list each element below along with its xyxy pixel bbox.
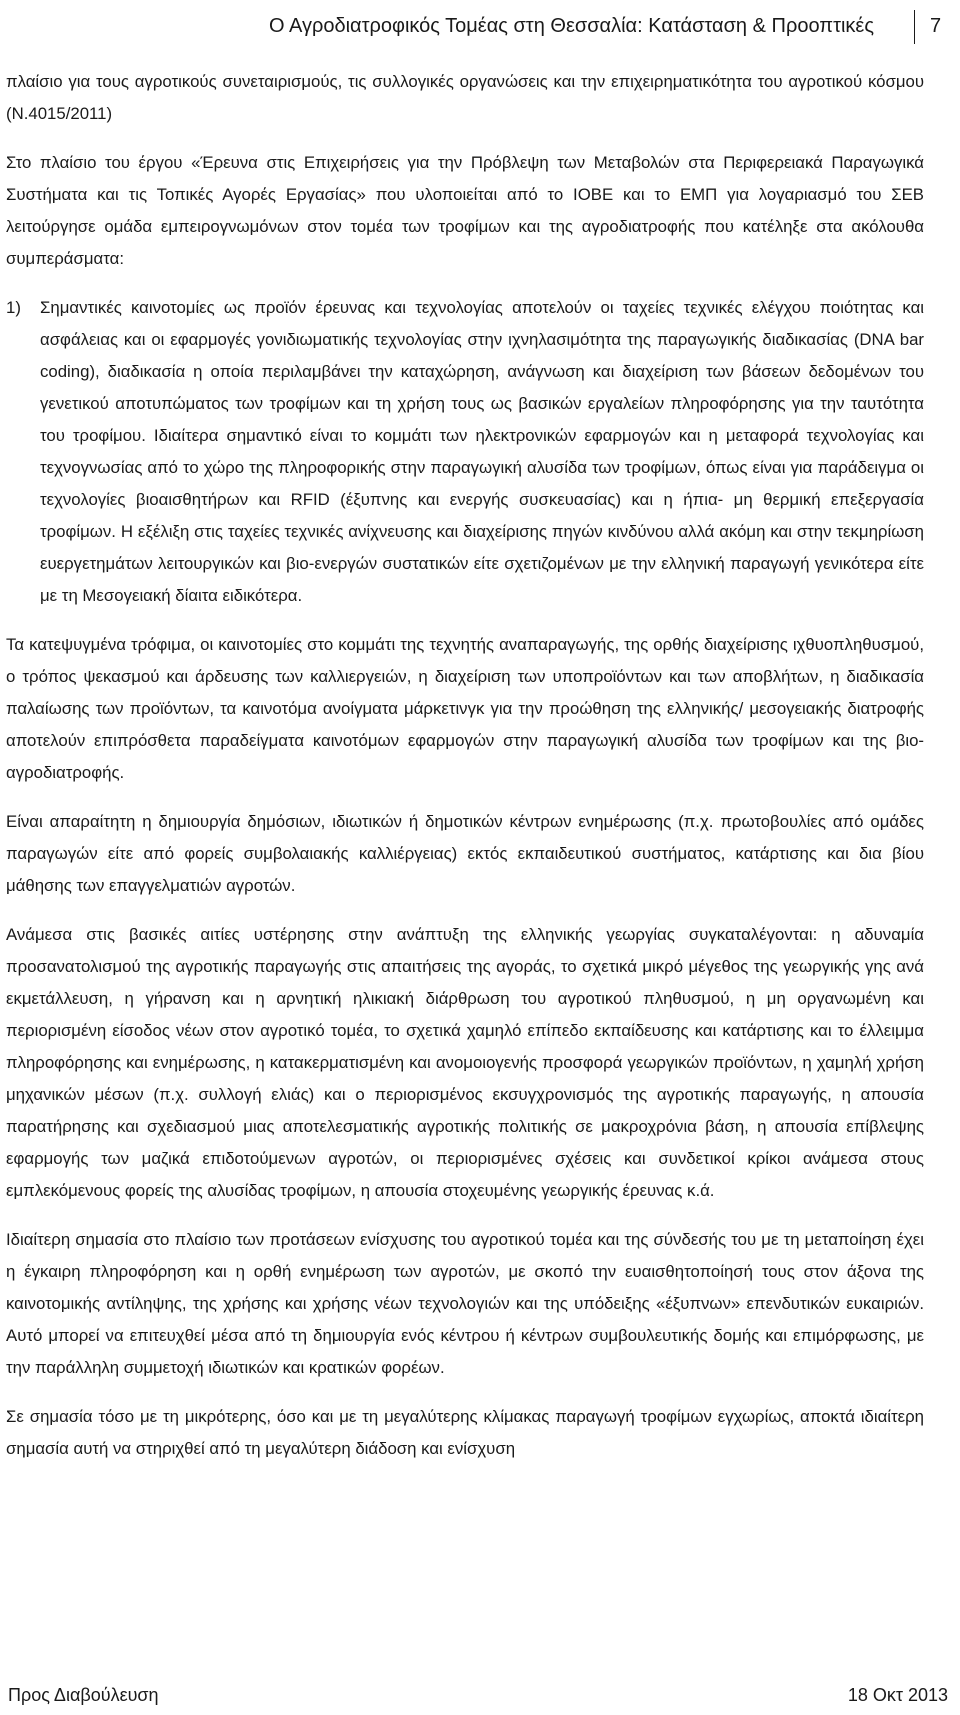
paragraph-expert-group: Στο πλαίσιο του έργου «Έρευνα στις Επιχειρήσεις για την Πρόβλεψη των Μεταβολών στα Περιφερειακά Παραγωγικά Συστήματα και τις Τοπικές Αγορές Εργασίας» που υλοποιείται από το ΙΟΒΕ και το ΕΜΠ για λογαριασμό του ΣΕΒ λειτούργησε ομάδα εμπειρογνωμόνων στον τομέα των τροφίμων και της αγροδιατροφής που κατέληξε στα ακόλουθα συμπεράσματα: (6, 153, 924, 268)
page-footer (0, 1680, 960, 1710)
footer-date: 18 Οκτ 2013 (847, 1685, 948, 1705)
document-body (6, 66, 924, 1465)
page-number: 7 (930, 15, 942, 37)
list-item-text: Σημαντικές καινοτομίες ως προϊόν έρευνας και τεχνολογίας αποτελούν οι ταχείες τεχνικές ελέγχου ποιότητας και ασφάλειας και οι εφαρμογές γονιδιωματικής τεχνολογίας στην ιχνηλασιμότητα της παραγωγικής διαδικασίας (DNA bar coding), διαδικασία η οποία περιλαμβάνει την καταχώρηση, ανάγνωση και διαχείριση των βάσεων δεδομένων του γενετικού αποτυπώματος των τροφίμων και τη χρήση τους ως βασικών εργαλείων πληροφόρησης για την ταυτότητα του τροφίμου. Ιδιαίτερα σημαντικό είναι το κομμάτι των ηλεκτρονικών εφαρμογών και η μεταφορά τεχνολογίας και τεχνογνωσίας από το χώρο της πληροφορικής στην παραγωγική αλυσίδα των τροφίμων, όπως είναι για παράδειγμα οι τεχνολογίες βιοαισθητήρων και RFID (έξυπνης και ενεργής συσκευασίας) και η ήπια- μη θερμική επεξεργασία τροφίμων. Η εξέλιξη στις ταχείες τεχνικές ανίχνευσης και διαχείρισης πηγών κινδύνου αλλά ακόμη και στην τεκμηρίωση ευεργετημάτων λειτουργικών και βιο-ενεργών συστατικών είτε σχετιζομένων με την ελληνική παραγωγή γενικότερα είτε με τη Μεσογειακή δίαιτα ειδικότερα. (40, 298, 924, 605)
page-header (0, 6, 960, 46)
list-item (6, 292, 924, 612)
list-marker: 1) (6, 298, 21, 317)
paragraph-info-centres: Είναι απαραίτητη η δημιουργία δημόσιων, ιδιωτικών ή δημοτικών κέντρων ενημέρωσης (π.χ. πρωτοβουλίες από ομάδες παραγωγών είτε από φορείς συμβολαιακής καλλιέργειας) εκτός εκπαιδευτικού συστήματος, κατάρτισης και δια βίου μάθησης των επαγγελματιών αγροτών. (6, 812, 924, 895)
paragraph-production-scale: Σε σημασία τόσο με τη μικρότερης, όσο και με τη μεγαλύτερης κλίμακας παραγωγή τροφίμων εγχωρίως, αποκτά ιδιαίτερη σημασία αυτή να στηριχθεί από τη μεγαλύτερη διάδοση και ενίσχυση (6, 1407, 924, 1458)
running-title: Ο Αγροδιατροφικός Τομέας στη Θεσσαλία: Κατάσταση & Προοπτικές (268, 15, 874, 37)
paragraph-lag-causes: Ανάμεσα στις βασικές αιτίες υστέρησης στην ανάπτυξη της ελληνικής γεωργίας συγκαταλέγονται: η αδυναμία προσανατολισμού της αγροτικής παραγωγής στις απαιτήσεις της αγοράς, το σχετικά μικρό μέγεθος της γεωργικής γης ανά εκμετάλλευση, η γήρανση και η αρνητική ηλικιακή διάρθρωση του αγροτικού πληθυσμού, η μη οργανωμένη και περιορισμένη είσοδος νέων στον αγροτικό τομέα, το σχετικά χαμηλό επίπεδο εκπαίδευσης και κατάρτισης και το έλλειμμα πληροφόρησης και ενημέρωσης, η κατακερματισμένη και ανομοιογενής προσφορά γεωργικών προϊόντων, η χαμηλή χρήση μηχανικών μέσων (π.χ. συλλογή ελιάς) και ο περιορισμένος εκσυγχρονισμός της αγροτικής παραγωγής, η απουσία παρατήρησης και σχεδιασμού μιας αποτελεσματικής αγροτικής πολιτικής σε μακροχρόνια βάση, η απουσία επίβλεψης εφαρμογής των μαζικά επιδοτούμενων αγροτών, οι περιορισμένες σχέσεις και συνδετικοί κρίκοι ανάμεσα στους εμπλεκόμενους φορείς της αλυσίδας τροφίμων, η απουσία στοχευμένης γεωργικής έρευνας κ.ά. (6, 925, 924, 1200)
paragraph-continuation: πλαίσιο για τους αγροτικούς συνεταιρισμούς, τις συλλογικές οργανώσεις και την επιχειρηματικότητα του αγροτικού κόσμου (Ν.4015/2011) (6, 72, 924, 123)
paragraph-farmer-information: Ιδιαίτερη σημασία στο πλαίσιο των προτάσεων ενίσχυσης του αγροτικού τομέα και της σύνδεσής του με τη μεταποίηση έχει η έγκαιρη πληροφόρηση και η ορθή ενημέρωση των αγροτών, με σκοπό την ευαισθητοποίησή τους στον άξονα της καινοτομικής αντίληψης, της χρήσης και χρήσης νέων τεχνολογιών και της υπόδειξης «έξυπνων» επενδυτικών ευκαιριών. Αυτό μπορεί να επιτευχθεί μέσα από τη δημιουργία ενός κέντρου ή κέντρων συμβουλευτικής δομής και επιμόρφωσης, με την παράλληλη συμμετοχή ιδιωτικών και κρατικών φορέων. (6, 1230, 924, 1377)
header-divider (914, 10, 915, 44)
paragraph-frozen-foods: Τα κατεψυγμένα τρόφιμα, οι καινοτομίες στο κομμάτι της τεχνητής αναπαραγωγής, της ορθής διαχείρισης ιχθυοπληθυσμού, ο τρόπος ψεκασμού και άρδευσης των καλλιεργειών, η διαχείριση των υποπροϊόντων και των αποβλήτων, η διαδικασία παλαίωσης των προϊόντων, τα καινοτόμα ανοίγματα μάρκετινγκ για την προώθηση της ελληνικής/ μεσογειακής διατροφής αποτελούν επιπρόσθετα παραδείγματα καινοτόμων εφαρμογών στην παραγωγική αλυσίδα των τροφίμων και της βιο-αγροδιατροφής. (6, 635, 924, 782)
footer-status: Προς Διαβούλευση (8, 1685, 159, 1705)
